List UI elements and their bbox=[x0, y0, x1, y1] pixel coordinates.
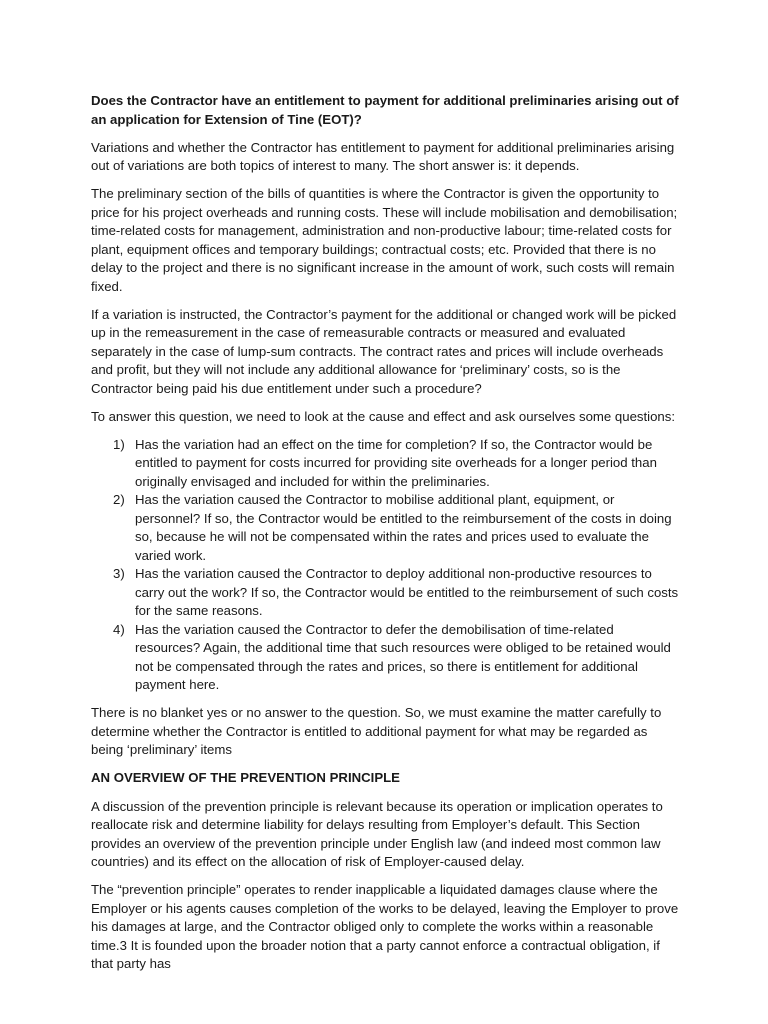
paragraph-questions-intro: To answer this question, we need to look at the cause and effect and ask ourselves some questions: bbox=[91, 408, 676, 424]
list-item-number: 4) bbox=[113, 621, 125, 637]
document-title: Does the Contractor have an entitlement to payment for additional preliminaries arising out of an application for Extension of Tine (EOT)? bbox=[91, 93, 679, 127]
list-item-text: Has the variation caused the Contractor to mobilise additional plant, equipment, or personnel? If so, the Contractor would be entitled to the reimbursement of the costs in doing so, because he will not be compensated within the rates and prices used to evaluate the varied work. bbox=[135, 492, 672, 563]
list-item bbox=[91, 621, 680, 695]
section-heading: AN OVERVIEW OF THE PREVENTION PRINCIPLE bbox=[91, 770, 400, 785]
paragraph-preliminaries: The preliminary section of the bills of quantities is where the Contractor is given the opportunity to price for his project overheads and running costs. These will include mobilisation and demobilisation; time-related costs for management, administration and non-productive labour; time-related costs for plant, equipment offices and temporary buildings; contractual costs; etc. Provided that there is no delay to the project and there is no significant increase in the amount of work, such costs will remain fixed. bbox=[91, 186, 678, 294]
list-item bbox=[91, 436, 680, 492]
list-item bbox=[91, 565, 680, 621]
list-item-number: 1) bbox=[113, 436, 125, 452]
list-item bbox=[91, 491, 680, 565]
paragraph-variation: If a variation is instructed, the Contractor’s payment for the additional or changed work will be picked up in the remeasurement in the case of remeasurable contracts or measured and evaluated separately in the case of lump-sum contracts. The contract rates and prices will include overheads and profit, but they will not include any additional allowance for ‘preliminary’ costs, so is the Contractor being paid his due entitlement under such a procedure? bbox=[91, 306, 677, 396]
paragraph-prevention-definition: The “prevention principle” operates to render inapplicable a liquidated damages clause where the Employer or his agents causes completion of the works to be delayed, leaving the Employer to prove his damages at large, and the Contractor obliged only to complete the works within a reasonable time.3 It is founded upon the broader notion that a party cannot enforce a contractual obligation, if that party has bbox=[91, 882, 679, 971]
list-item-number: 2) bbox=[113, 492, 125, 507]
questions-list bbox=[91, 436, 680, 695]
list-item-text: Has the variation had an effect on the time for completion? If so, the Contractor would be entitled to payment for costs incurred for providing site overheads for a longer period than originally envisaged and included for within the preliminaries. bbox=[135, 436, 657, 489]
list-item-number: 3) bbox=[113, 566, 125, 581]
paragraph-intro: Variations and whether the Contractor has entitlement to payment for additional preliminaries arising out of variations are both topics of interest to many. The short answer is: it depends. bbox=[91, 139, 675, 173]
list-item-text: Has the variation caused the Contractor to deploy additional non-productive resources to carry out the work? If so, the Contractor would be entitled to the reimbursement of such costs for the same reasons. bbox=[135, 566, 679, 618]
list-item-text: Has the variation caused the Contractor to defer the demobilisation of time-related resources? Again, the additional time that such resources were obliged to be retained would not be compensated through the rates and prices, so there is entitlement for additional payment here. bbox=[135, 621, 671, 692]
paragraph-prevention-discussion: A discussion of the prevention principle is relevant because its operation or implication operates to reallocate risk and determine liability for delays resulting from Employer’s default. This Section provides an overview of the prevention principle under English law (and indeed most common law countries) and its effect on the allocation of risk of Employer-caused delay. bbox=[91, 798, 663, 869]
paragraph-conclusion: There is no blanket yes or no answer to the question. So, we must examine the matter carefully to determine whether the Contractor is entitled to additional payment for what may be regarded as being ‘preliminary’ items bbox=[91, 705, 662, 757]
